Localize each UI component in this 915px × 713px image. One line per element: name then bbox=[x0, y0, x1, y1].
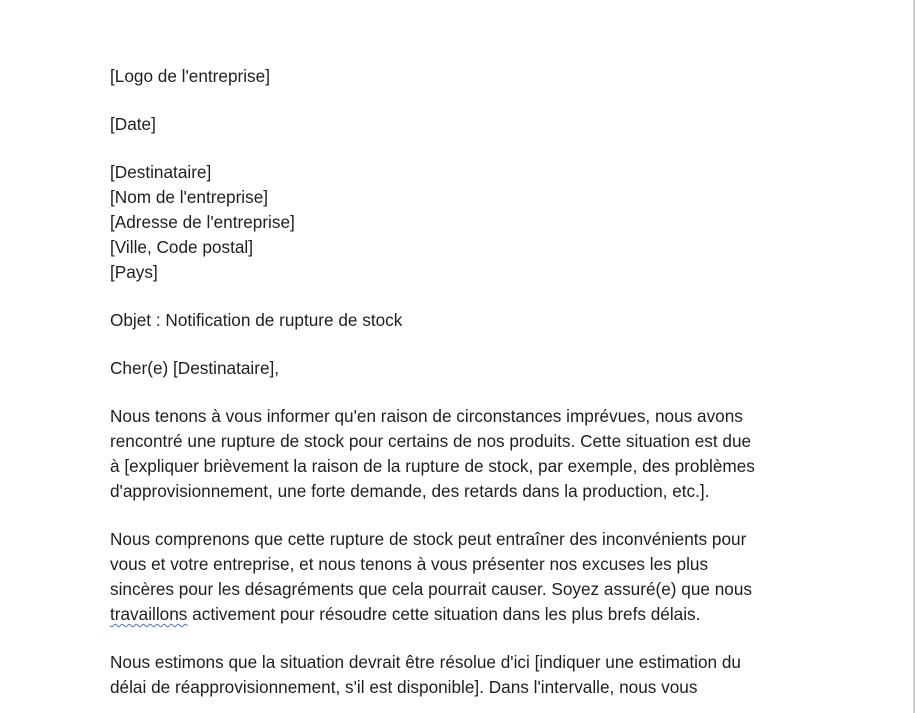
paragraph-line: sincères pour les désagréments que cela pourrait causer. Soyez assuré(e) que nous bbox=[110, 579, 753, 599]
subject-line: Objet : Notification de rupture de stock bbox=[110, 310, 403, 330]
recipient-address-block bbox=[110, 160, 810, 285]
recipient-line: [Adresse de l'entreprise] bbox=[110, 212, 295, 232]
recipient-line: [Pays] bbox=[110, 262, 158, 282]
paragraph-line-rest: activement pour résoudre cette situation dans les plus brefs délais. bbox=[187, 604, 701, 624]
salutation: Cher(e) [Destinataire], bbox=[110, 358, 280, 378]
paragraph-line: vous et votre entreprise, et nous tenons à vous présenter nos excuses les plus bbox=[110, 554, 709, 574]
body-paragraph-2 bbox=[110, 527, 810, 627]
logo-placeholder: [Logo de l'entreprise] bbox=[110, 66, 270, 86]
body-paragraph-3 bbox=[110, 650, 810, 700]
paragraph-line: à [expliquer brièvement la raison de la rupture de stock, par exemple, des problèmes bbox=[110, 456, 755, 476]
paragraph-line: délai de réapprovisionnement, s'il est disponible]. Dans l'intervalle, nous vous bbox=[110, 677, 698, 697]
paragraph-line: Nous comprenons que cette rupture de stock peut entraîner des inconvénients pour bbox=[110, 529, 747, 549]
date-placeholder: [Date] bbox=[110, 114, 156, 134]
paragraph-line: rencontré une rupture de stock pour certains de nos produits. Cette situation est due bbox=[110, 431, 752, 451]
recipient-line: [Nom de l'entreprise] bbox=[110, 187, 269, 207]
recipient-line: [Ville, Code postal] bbox=[110, 237, 253, 257]
document-body[interactable] bbox=[110, 64, 810, 713]
paragraph-line: d'approvisionnement, une forte demande, des retards dans la production, etc.]. bbox=[110, 481, 710, 501]
body-paragraph-1 bbox=[110, 404, 810, 504]
paragraph-line: Nous tenons à vous informer qu'en raison de circonstances imprévues, nous avons bbox=[110, 406, 743, 426]
recipient-line: [Destinataire] bbox=[110, 162, 212, 182]
paragraph-line bbox=[110, 602, 810, 627]
spellcheck-flagged-word[interactable]: travaillons bbox=[110, 604, 188, 624]
paragraph-line: Nous estimons que la situation devrait être résolue d'ici [indiquer une estimation du bbox=[110, 652, 741, 672]
